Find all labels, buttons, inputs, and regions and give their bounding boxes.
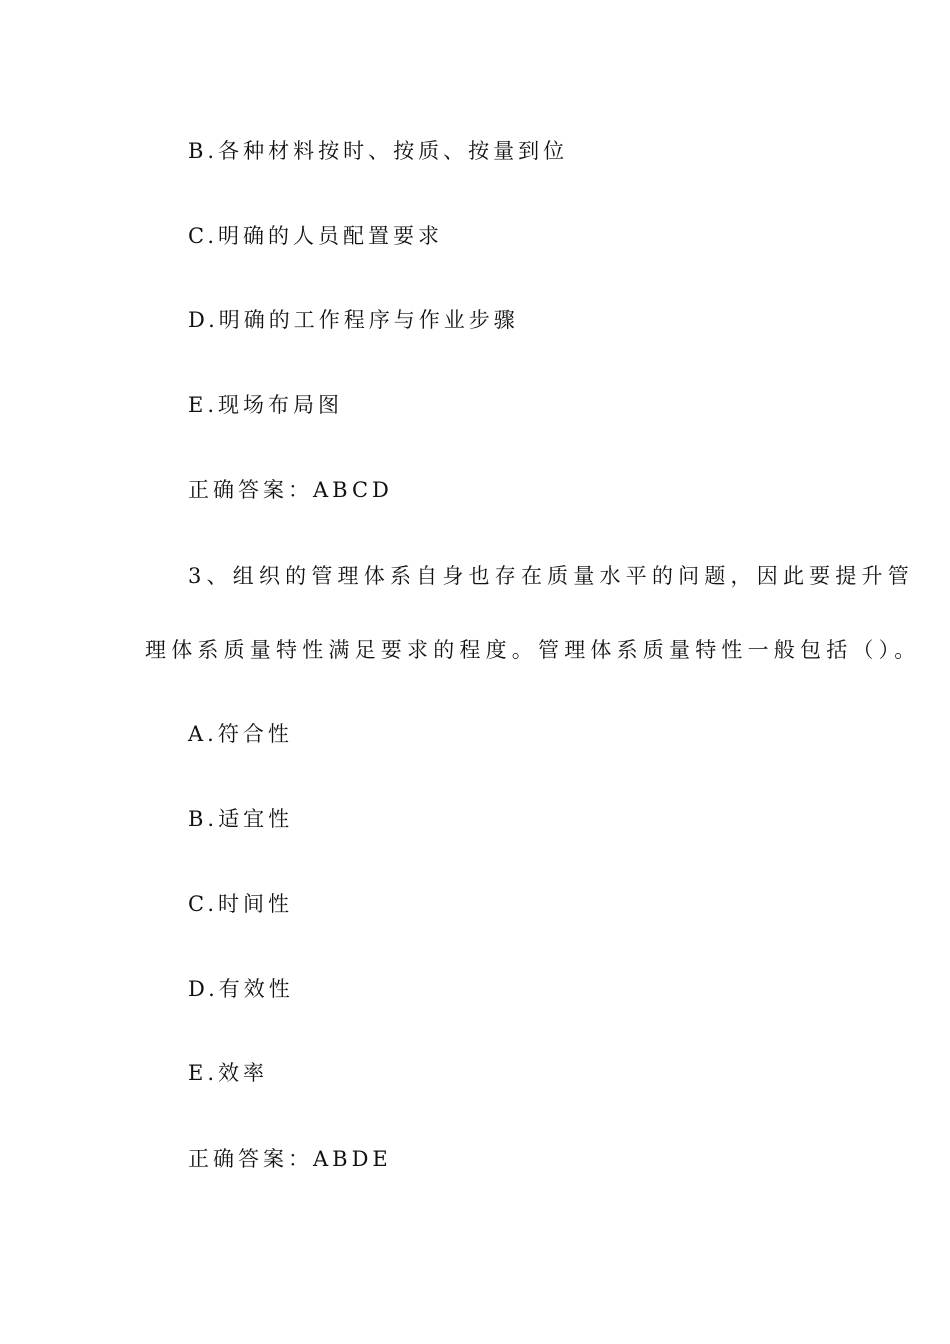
q3-option-b: B.适宜性 xyxy=(188,807,294,831)
q3-stem-line-1: 3、组织的管理体系自身也存在质量水平的问题，因此要提升管 xyxy=(188,564,914,588)
q3-option-a: A.符合性 xyxy=(188,722,293,746)
q3-option-e: E.效率 xyxy=(188,1061,269,1085)
q3-option-d: D.有效性 xyxy=(188,977,294,1001)
q2-answer: 正确答案：ABCD xyxy=(188,478,393,502)
q2-option-d: D.明确的工作程序与作业步骤 xyxy=(188,308,519,332)
q2-option-b: B.各种材料按时、按质、按量到位 xyxy=(188,139,569,163)
q3-answer: 正确答案：ABDE xyxy=(188,1147,392,1171)
q2-option-c: C.明确的人员配置要求 xyxy=(188,224,443,248)
q2-option-e: E.现场布局图 xyxy=(188,393,344,417)
q3-option-c: C.时间性 xyxy=(188,892,293,916)
q3-stem-line-2: 理体系质量特性满足要求的程度。管理体系质量特性一般包括（）。 xyxy=(145,638,921,662)
